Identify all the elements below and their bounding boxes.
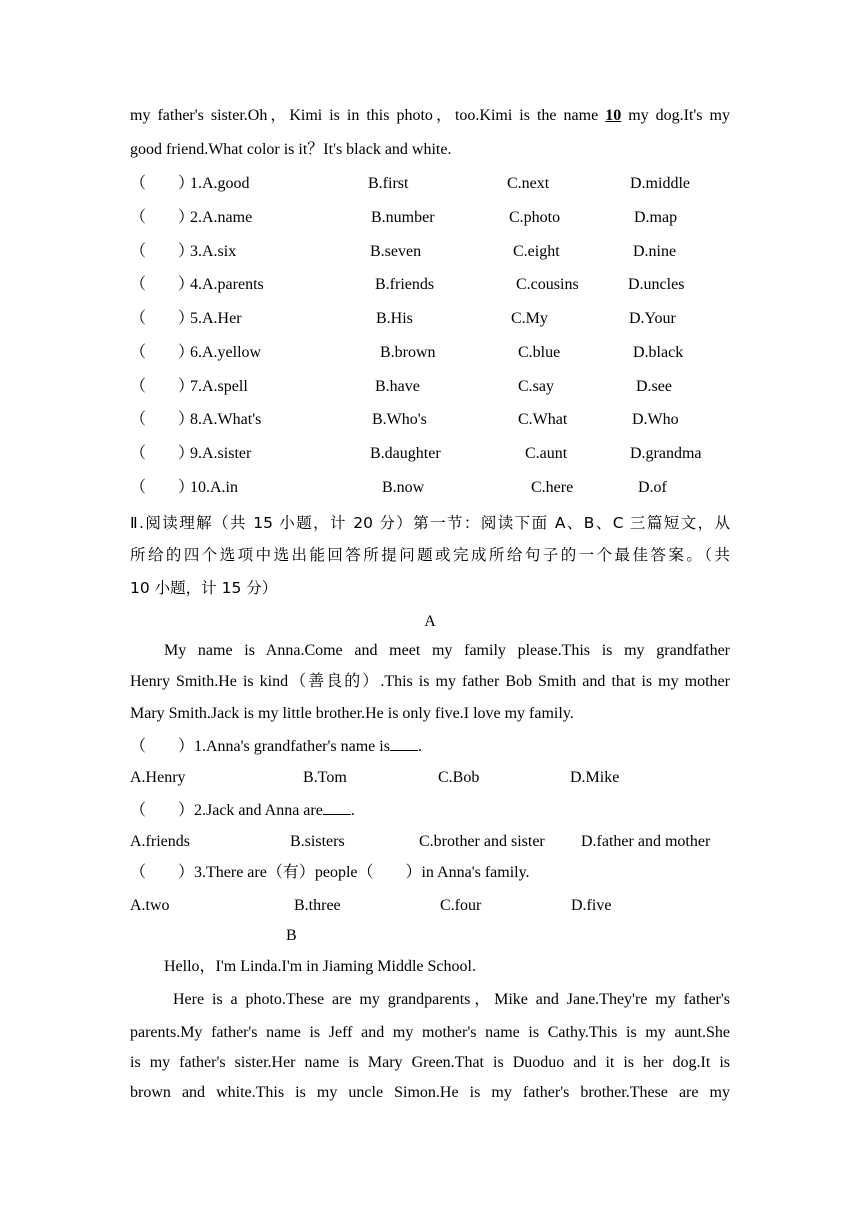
option-c: C.blue [518,344,561,361]
option-b: B.number [371,209,435,226]
option-c: C.say [518,378,554,395]
option-a: 10.A.in [190,479,238,496]
answer-bracket: （ ） [130,276,195,293]
option-a: 8.A.What's [190,411,262,428]
option-b: B.seven [370,243,422,260]
option-b: B.have [375,378,420,395]
section2-line-3: 10 小题，计 15 分） [130,579,278,597]
question-1 [130,736,422,757]
passage-b-line-2: parents.My father's name is Jeff and my mother's name is Cathy.This is my aunt.She [130,1024,730,1041]
option-c: C.eight [513,243,560,260]
option-c: C.cousins [516,276,579,293]
cloze-row [130,410,730,430]
intro-text-a: my father's sister.Oh，Kimi is in this photo，too.Kimi is the name [130,107,606,124]
question-3-options [130,896,730,916]
option-d: D.Who [632,411,679,428]
answer-bracket: （ ） [130,411,195,428]
cloze-row [130,309,730,329]
option-d: D.five [571,897,612,914]
option-b: B.friends [375,276,435,293]
option-b: B.Who's [372,411,427,428]
passage-a-line-2: Henry Smith.He is kind（善良的）.This is my father Bob Smith and that is my mother [130,673,730,690]
option-c: C.Bob [438,769,480,786]
intro-line-2: good friend.What color is it？It's black and white. [130,141,452,158]
cloze-row [130,174,730,194]
answer-bracket: （ ） [130,175,195,192]
cloze-row [130,343,730,363]
answer-bracket: （ ） [130,310,195,327]
question-2-options [130,832,730,852]
question-2-stem: （ ）2.Jack and Anna are [130,802,323,819]
option-b: B.first [368,175,409,192]
question-1-stem: （ ）1.Anna's grandfather's name is [130,738,390,755]
answer-blank [390,736,418,751]
option-a: 6.A.yellow [190,344,262,361]
cloze-row [130,377,730,397]
question-1-end: . [417,738,422,755]
passage-b-line-4: brown and white.This is my uncle Simon.He is my father's brother.These are my [130,1084,730,1101]
option-b: B.now [382,479,425,496]
passage-b-line-3: is my father's sister.Her name is Mary Green.That is Duoduo and it is her dog.It is [130,1054,730,1071]
option-b: B.sisters [290,833,345,850]
option-c: C.photo [509,209,561,226]
section2-line-2: 所给的四个选项中选出能回答所提问题或完成所给句子的一个最佳答案。（共 [130,546,730,564]
blank-number-10: 10 [605,107,622,124]
option-a: 4.A.parents [190,276,264,293]
option-d: D.middle [630,175,690,192]
option-d: D.see [636,378,672,395]
passage-b-line-0: Hello，I'm Linda.I'm in Jiaming Middle School. [164,958,476,975]
option-d: D.uncles [628,276,685,293]
option-c: C.aunt [525,445,568,462]
answer-bracket: （ ） [130,479,195,496]
cloze-row [130,478,730,498]
option-b: B.brown [380,344,436,361]
option-a: 7.A.spell [190,378,248,395]
option-d: D.grandma [630,445,702,462]
answer-bracket: （ ） [130,445,195,462]
cloze-row [130,208,730,228]
option-a: A.two [130,897,170,914]
option-d: D.black [633,344,684,361]
cloze-row [130,444,730,464]
question-3: （ ）3.There are（有）people（ ）in Anna's family. [130,864,530,881]
option-c: C.here [531,479,574,496]
option-b: B.His [376,310,413,327]
answer-bracket: （ ） [130,378,195,395]
passage-b-heading: B [286,927,297,944]
option-b: B.three [294,897,341,914]
option-c: C.next [507,175,550,192]
option-d: D.map [634,209,678,226]
passage-a-line-1: My name is Anna.Come and meet my family please.This is my grandfather [164,642,730,659]
passage-a-line-3: Mary Smith.Jack is my little brother.He is only five.I love my family. [130,705,574,722]
option-d: D.Your [629,310,676,327]
question-2 [130,800,355,821]
option-a: A.friends [130,833,190,850]
intro-line-1 [130,106,730,126]
option-d: D.father and mother [581,833,711,850]
answer-bracket: （ ） [130,209,195,226]
option-c: C.What [518,411,568,428]
option-c: C.My [511,310,548,327]
cloze-row [130,275,730,295]
cloze-row [130,242,730,262]
option-c: C.brother and sister [419,833,545,850]
option-c: C.four [440,897,482,914]
option-a: 5.A.Her [190,310,242,327]
option-a: 1.A.good [190,175,250,192]
option-a: A.Henry [130,769,186,786]
question-1-options [130,768,730,788]
option-b: B.daughter [370,445,441,462]
answer-blank [323,800,351,815]
option-a: 2.A.name [190,209,253,226]
option-a: 9.A.sister [190,445,252,462]
passage-b-line-1: Here is a photo.These are my grandparents，Mike and Jane.They're my father's [173,991,730,1008]
answer-bracket: （ ） [130,344,195,361]
intro-text-b: my dog.It's my [621,107,730,124]
option-d: D.Mike [570,769,620,786]
option-d: D.nine [633,243,677,260]
question-2-end: . [350,802,355,819]
answer-bracket: （ ） [130,243,195,260]
section2-line-1: Ⅱ.阅读理解（共 15 小题，计 20 分）第一节：阅读下面 A、B、C 三篇短文，从 [130,514,730,532]
option-d: D.of [638,479,667,496]
option-a: 3.A.six [190,243,237,260]
passage-a-heading: A [424,613,436,630]
option-b: B.Tom [303,769,347,786]
